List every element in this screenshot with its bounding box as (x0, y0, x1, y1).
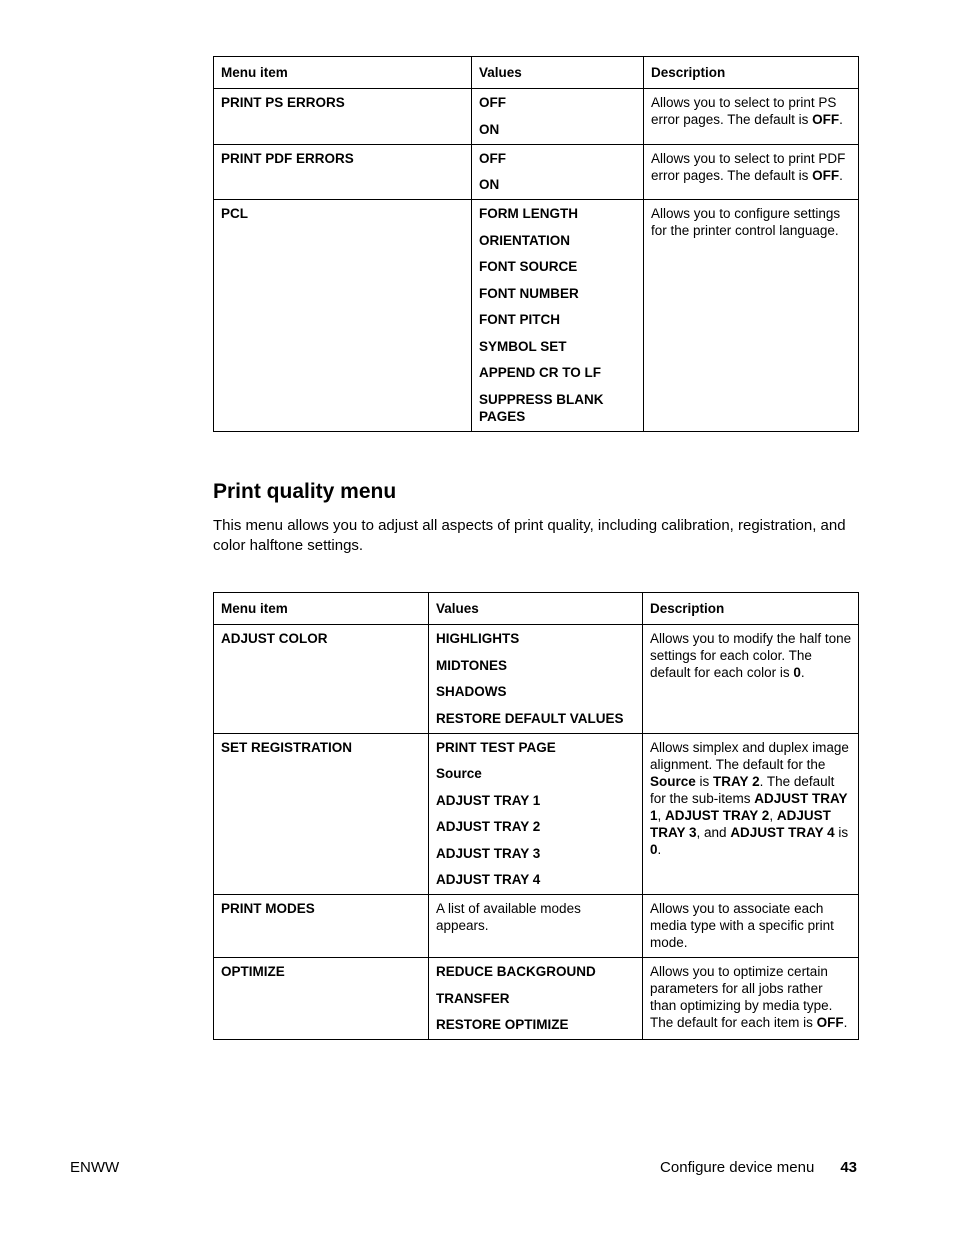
header-description: Description (644, 57, 859, 89)
value-option: ADJUST TRAY 2 (436, 819, 541, 834)
footer-left: ENWW (70, 1159, 120, 1176)
description-text: is (834, 824, 849, 840)
menu-item-cell: ADJUST COLOR (214, 625, 429, 734)
value-option: RESTORE DEFAULT VALUES (436, 710, 624, 726)
description-text: Allows you to associate each media type with a specific print mode. (650, 901, 834, 950)
description-cell (643, 895, 859, 958)
value-option: FONT NUMBER (479, 285, 579, 301)
values-cell (429, 733, 643, 895)
menu-item-cell: PCL (214, 200, 472, 432)
menu-item-cell: OPTIMIZE (214, 958, 429, 1040)
description-cell (644, 144, 859, 200)
values-cell (429, 958, 643, 1040)
value-option: ON (479, 177, 500, 192)
value-option: OFF (479, 95, 506, 110)
value-option: APPEND CR TO LF (479, 365, 602, 380)
emphasis-text: ADJUST TRAY 1 (650, 790, 848, 823)
value-option: FONT PITCH (479, 312, 560, 327)
table-row (214, 200, 859, 432)
description-text: . (839, 112, 843, 127)
description-text: is (695, 773, 714, 789)
description-cell (643, 733, 859, 895)
menu-item-cell: SET REGISTRATION (214, 733, 429, 895)
value-option: ORIENTATION (479, 232, 570, 248)
table-row (214, 144, 859, 200)
value-option: HIGHLIGHTS (436, 631, 520, 646)
emphasis-text: TRAY 2 (713, 773, 760, 789)
value-option: ON (479, 121, 500, 137)
value-option: OFF (479, 150, 506, 166)
description-text: . (843, 1015, 848, 1030)
description-text: , and (696, 824, 731, 840)
description-cell (643, 958, 859, 1040)
description-text: . (839, 167, 843, 183)
description-text: Allows you to select to print PDF error pages. The default is (651, 150, 846, 183)
description-text: Allows simplex and duplex image alignment. The default for the (650, 739, 849, 772)
value-option: PRINT TEST PAGE (436, 739, 556, 755)
description-text: Allows you to optimize certain parameters for all jobs rather than optimizing by media type. The default for each item is (650, 964, 833, 1030)
value-option: SUPPRESS BLANK PAGES (479, 391, 604, 424)
value-note: A list of available modes appears. (436, 901, 581, 933)
description-text: Allows you to configure settings for the printer control language. (651, 206, 841, 238)
emphasis-text: ADJUST TRAY 3 (650, 807, 831, 840)
table-row (214, 89, 859, 145)
description-text: . (800, 665, 805, 680)
section-heading: Print quality menu (213, 480, 397, 503)
page-number: 43 (840, 1159, 857, 1176)
description-cell (644, 89, 859, 145)
value-option: SYMBOL SET (479, 338, 567, 354)
footer-section-title: Configure device menu (660, 1159, 815, 1176)
default-value: 0 (793, 665, 801, 680)
value-option: RESTORE OPTIMIZE (436, 1017, 569, 1032)
default-value: OFF (812, 167, 840, 183)
description-text: Allows you to modify the half tone settings for each color. The default for each color is (650, 631, 852, 680)
value-option: MIDTONES (436, 657, 508, 673)
value-option: FORM LENGTH (479, 206, 578, 221)
value-option: ADJUST TRAY 1 (436, 792, 541, 808)
values-cell (429, 895, 643, 958)
header-description: Description (643, 593, 859, 625)
header-menu-item: Menu item (214, 593, 429, 625)
table-row (214, 625, 859, 734)
header-menu-item: Menu item (214, 57, 472, 89)
values-cell (472, 200, 644, 432)
value-option: ADJUST TRAY 4 (436, 872, 541, 887)
menu-item-cell: PRINT PS ERRORS (214, 89, 472, 145)
pdl-menu-table (213, 56, 859, 432)
emphasis-text: ADJUST TRAY 4 (730, 824, 835, 840)
description-text: Allows you to select to print PS error pages. The default is (651, 95, 837, 127)
default-value: OFF (812, 112, 840, 127)
value-option: Source (436, 766, 482, 781)
value-option: REDUCE BACKGROUND (436, 964, 596, 979)
menu-item-cell: PRINT MODES (214, 895, 429, 958)
header-values: Values (472, 57, 644, 89)
header-values: Values (429, 593, 643, 625)
value-option: TRANSFER (436, 990, 510, 1006)
description-text: . The default for the sub-items (650, 773, 835, 806)
table-header-row (214, 57, 859, 89)
menu-item-cell: PRINT PDF ERRORS (214, 144, 472, 200)
values-cell (472, 89, 644, 145)
values-cell (429, 625, 643, 734)
default-value: 0 (650, 841, 658, 857)
values-cell (472, 144, 644, 200)
section-intro: This menu allows you to adjust all aspects of print quality, including calibration, registration, and color halftone settings. (213, 517, 846, 554)
description-cell (644, 200, 859, 432)
print-quality-menu-table (213, 592, 859, 1040)
description-cell (643, 625, 859, 734)
description-text: . (657, 841, 662, 857)
table-row (214, 895, 859, 958)
description-text: , (769, 807, 777, 823)
emphasis-text: Source (650, 773, 696, 789)
table-header-row (214, 593, 859, 625)
value-option: ADJUST TRAY 3 (436, 845, 541, 861)
emphasis-text: ADJUST TRAY 2 (665, 807, 770, 823)
table-row (214, 733, 859, 895)
value-option: SHADOWS (436, 684, 507, 699)
value-option: FONT SOURCE (479, 259, 578, 274)
default-value: OFF (816, 1015, 844, 1030)
description-text: , (657, 807, 666, 823)
table-row (214, 958, 859, 1040)
footer-right (660, 1159, 857, 1176)
